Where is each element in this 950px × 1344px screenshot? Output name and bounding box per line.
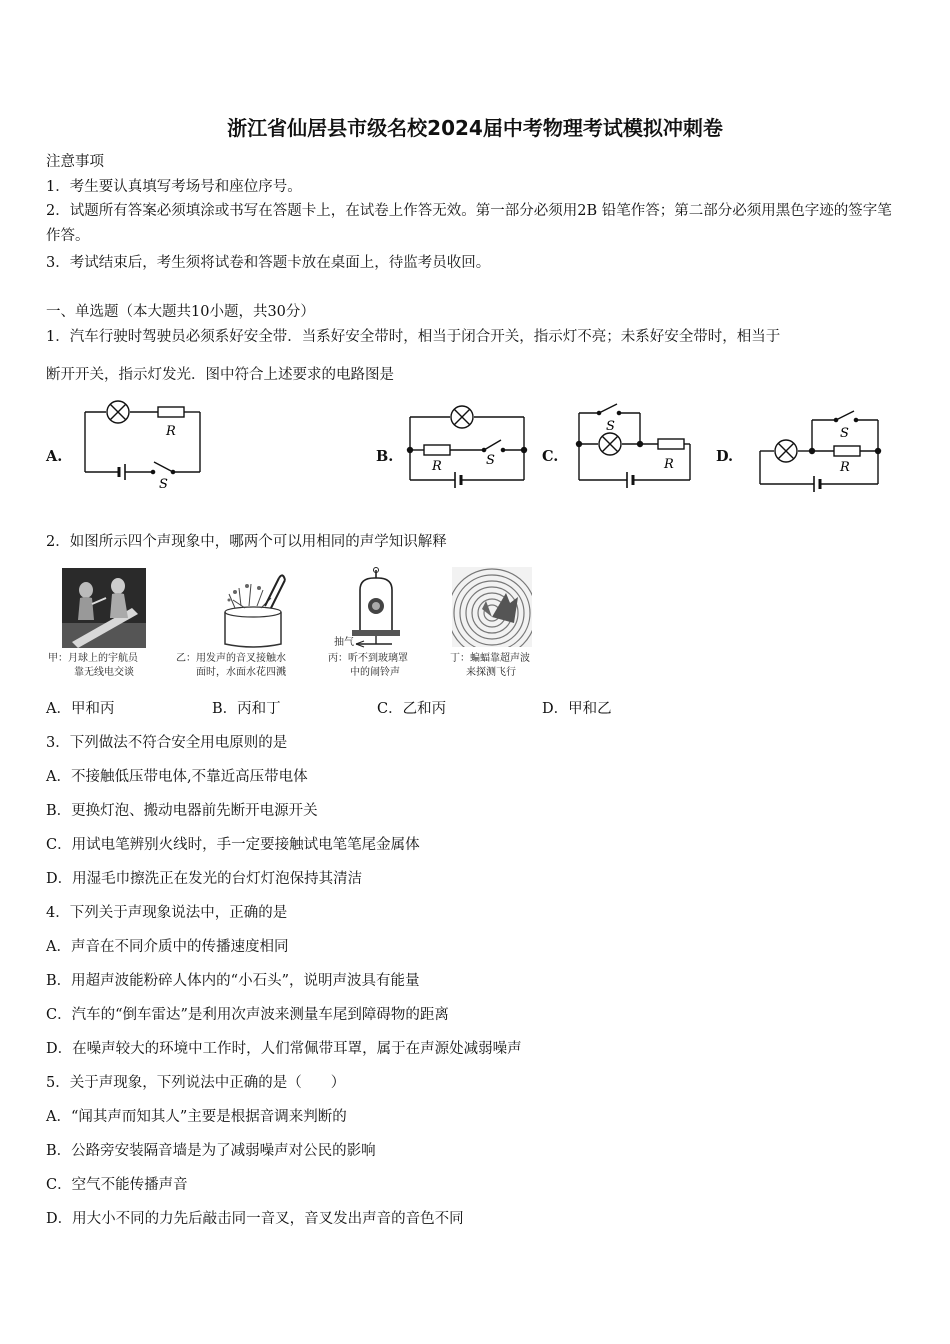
q5-option-b: B．公路旁安装隔音墙是为了减弱噪声对公民的影响 [46,1143,376,1159]
q3-option-c: C．用试电笔辨别火线时，手一定要接触试电笔笔尾金属体 [46,837,420,853]
circuit-d-r-label: R [840,460,850,475]
caption-jia-2: 靠无线电交谈 [74,667,134,678]
q1-option-a-label: A. [46,448,63,465]
q5-stem: 5．关于声现象，下列说法中正确的是（ ） [46,1075,346,1091]
q3-option-a: A．不接触低压带电体,不靠近高压带电体 [46,769,308,785]
q5-option-c: C．空气不能传播声音 [46,1177,188,1193]
pump-label: 抽气 [334,637,354,648]
q1-stem-line2: 断开开关，指示灯发光．图中符合上述要求的电路图是 [46,367,394,383]
q2-option-c: C．乙和丙 [377,701,447,717]
q4-stem: 4．下列关于声现象说法中，正确的是 [46,905,288,921]
q1-option-c-label: C. [542,448,559,465]
circuit-diagram-b [402,400,532,495]
circuit-c-s-label: S [606,419,615,434]
circuit-diagram-a [80,395,205,490]
caption-yi-1: 乙：用发声的音叉接触水 [176,653,286,664]
q2-option-d: D．甲和乙 [542,701,612,717]
q2-stem: 2．如图所示四个声现象中，哪两个可以用相同的声学知识解释 [46,534,447,550]
circuit-c-r-label: R [664,457,674,472]
astronaut-moon-image [62,568,146,648]
section-heading: 一、单选题（本大题共10小题，共30分） [46,304,315,320]
q3-option-d: D．用湿毛巾擦洗正在发光的台灯灯泡保持其清洁 [46,871,363,887]
page-title: 浙江省仙居县市级名校2024届中考物理考试模拟冲刺卷 [227,116,723,140]
bat-ultrasound-image [452,567,532,647]
q4-option-d: D．在噪声较大的环境中工作时，人们常佩带耳罩，属于在声源处减弱噪声 [46,1041,522,1057]
circuit-diagram-d [756,406,886,496]
notice-item-3: 3．考试结束后，考生须将试卷和答题卡放在桌面上，待监考员收回。 [46,255,491,271]
tuning-fork-water-image [205,568,301,650]
circuit-d-s-label: S [840,426,849,441]
q3-option-b: B．更换灯泡、搬动电器前先断开电源开关 [46,803,318,819]
caption-yi-2: 面时，水面水花四溅 [196,667,286,678]
caption-ding-1: 丁：蝙蝠靠超声波 [450,653,530,664]
q4-option-a: A．声音在不同介质中的传播速度相同 [46,939,289,955]
notice-item-2: 2．试题所有答案必须填涂或书写在答题卡上，在试卷上作答无效。第一部分必须用2B 铅笔作答；第二部分必须用黑色字迹的签字笔作答。 [46,203,892,244]
q3-stem: 3．下列做法不符合安全用电原则的是 [46,735,288,751]
caption-ding-2: 来探测飞行 [466,667,516,678]
caption-bing-2: 中的闹铃声 [350,667,400,678]
q2-option-a: A．甲和丙 [46,701,115,717]
q1-option-b-label: B. [376,448,394,465]
q5-option-a: A．“闻其声而知其人”主要是根据音调来判断的 [46,1109,347,1125]
caption-jia-1: 甲：月球上的宇航员 [48,653,138,664]
q4-option-b: B．用超声波能粉碎人体内的“小石头”，说明声波具有能量 [46,973,420,989]
circuit-diagram-c [572,400,697,495]
circuit-b-r-label: R [432,459,442,474]
circuit-a-r-label: R [166,424,176,439]
caption-bing-1: 丙：听不到玻璃罩 [328,653,408,664]
notice-item-1: 1．考生要认真填写考场号和座位序号。 [46,179,302,195]
notice-heading: 注意事项 [46,154,104,170]
q2-option-b: B．丙和丁 [212,701,281,717]
q1-option-d-label: D. [716,448,734,465]
circuit-a-s-label: S [159,477,168,490]
circuit-b-s-label: S [486,453,495,468]
q1-stem-line1: 1．汽车行驶时驾驶员必须系好安全带．当系好安全带时，相当于闭合开关，指示灯不亮；未系好安全带时，相当于 [46,329,781,345]
q4-option-c: C．汽车的“倒车雷达”是利用次声波来测量车尾到障碍物的距离 [46,1007,449,1023]
q5-option-d: D．用大小不同的力先后敲击同一音叉，音叉发出声音的音色不同 [46,1211,464,1227]
